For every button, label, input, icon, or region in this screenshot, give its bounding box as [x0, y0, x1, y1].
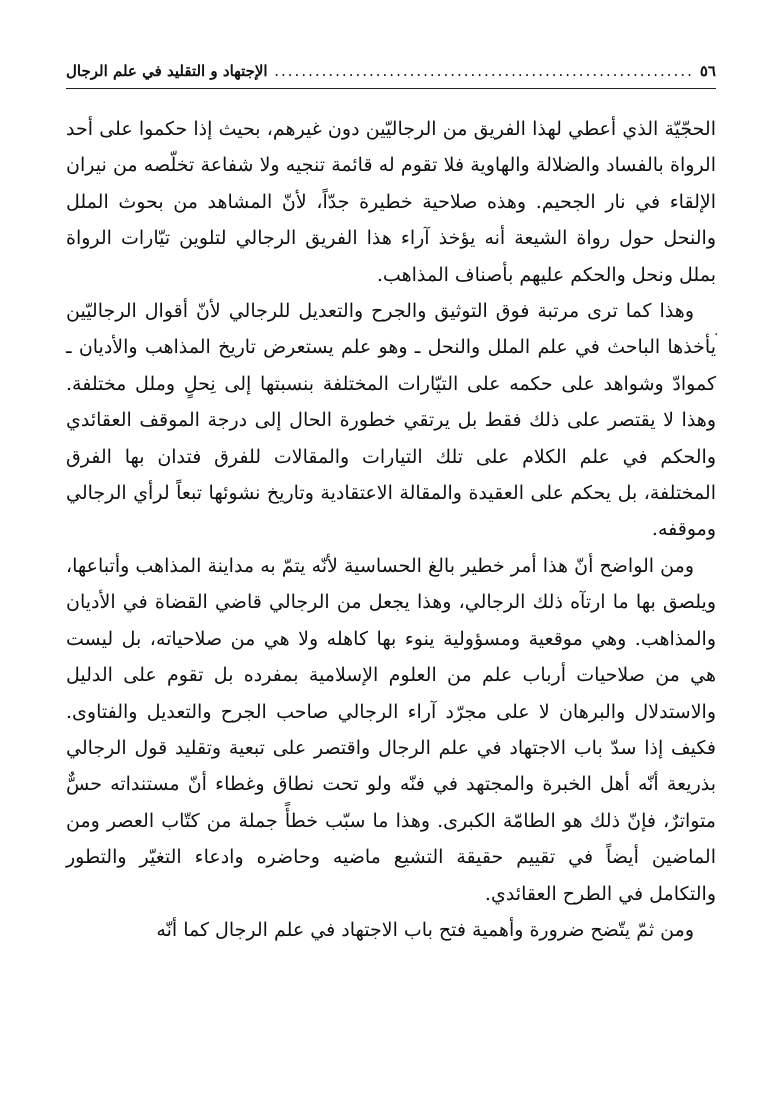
body-text	[66, 111, 719, 948]
leader-dots	[274, 62, 694, 80]
paragraph-3: ومن الواضح أنّ هذا أمر خطير بالغ الحساسية لأنّه يتمّ به مداينة المذاهب وأتباعها، ويلصق بها ما ارتآه ذلك الرجالي، وهذا يجعل من الرجالي قاضي القضاة في الأديان والمذاهب. وهي موقعية ومسؤولية ينوء بها كاهله ولا هي من صلاحياته، بل ليست هي من صلاحيات أرباب علم من العلوم الإسلامية بمفرده بل تقوم على الدليل والاستدلال والبرهان لا على مجرّد آراء الرجالي صاحب الجرح والتعديل والفتاوى. فكيف إذا سدّ باب الاجتهاد في علم الرجال واقتصر على تبعية وتقليد قول الرجالي بذريعة أنّه أهل الخبرة والمجتهد في فنّه ولو تحت نطاق وغطاء أنّ مستنداته حسٌّ متواترٌ، فإنّ ذلك هو الطامّة الكبرى. وهذا ما سبّب خطأً جملة من كتّاب العصر ومن الماضين أيضاً في تقييم حقيقة التشيع ماضيه وحاضره وادعاء التغيّر والتطور والتكامل في الطرح العقائدي.	[66, 554, 716, 905]
page	[66, 62, 719, 948]
margin-mark: .	[714, 323, 719, 339]
running-title: الإجتهاد و التقليد في علم الرجال	[66, 62, 268, 80]
paragraph-1: الحجّيّة الذي أعطي لهذا الفريق من الرجاليّين دون غيرهم، بحيث إذا حكموا على أحد الرواة بالفساد والضلالة والهاوية فلا تقوم له قائمة تنجيه ولا شفاعة تخلّصه من نيران الإلقاء في نار الجحيم. وهذه صلاحية خطيرة جدّاً، لأنّ المشاهد من بحوث الملل والنحل حول رواة الشيعة أنه يؤخذ آراء هذا الفريق الرجالي لتلوين تيّارات الرواة بملل ونحل والحكم عليهم بأصناف المذاهب.	[66, 118, 716, 286]
paragraph-2: وهذا كما ترى مرتبة فوق التوثيق والجرح والتعديل للرجالي لأنّ أقوال الرجاليّين يأخذها الباحث في علم الملل والنحل ـ وهو علم يستعرض تاريخ المذاهب والأديان ـ كموادّ وشواهد على حكمه على التيّارات المختلفة بنسبتها إلى نِحلٍ وملل مختلفة. وهذا لا يقتصر على ذلك فقط بل يرتقي خطورة الحال إلى درجة الموقف العقائدي والحكم في علم الكلام على تلك التيارات والمقالات للفرق فتدان بها الفرق المختلفة، بل يحكم على العقيدة والمقالة الاعتقادية وتاريخ نشوئها تبعاً لرأي الرجالي وموقفه.	[66, 300, 716, 541]
paragraph-4: ومن ثمّ يتّضح ضرورة وأهمية فتح باب الاجتهاد في علم الرجال كما أنّه	[156, 918, 694, 941]
page-number: ٥٦	[699, 62, 716, 80]
running-header	[66, 62, 716, 89]
